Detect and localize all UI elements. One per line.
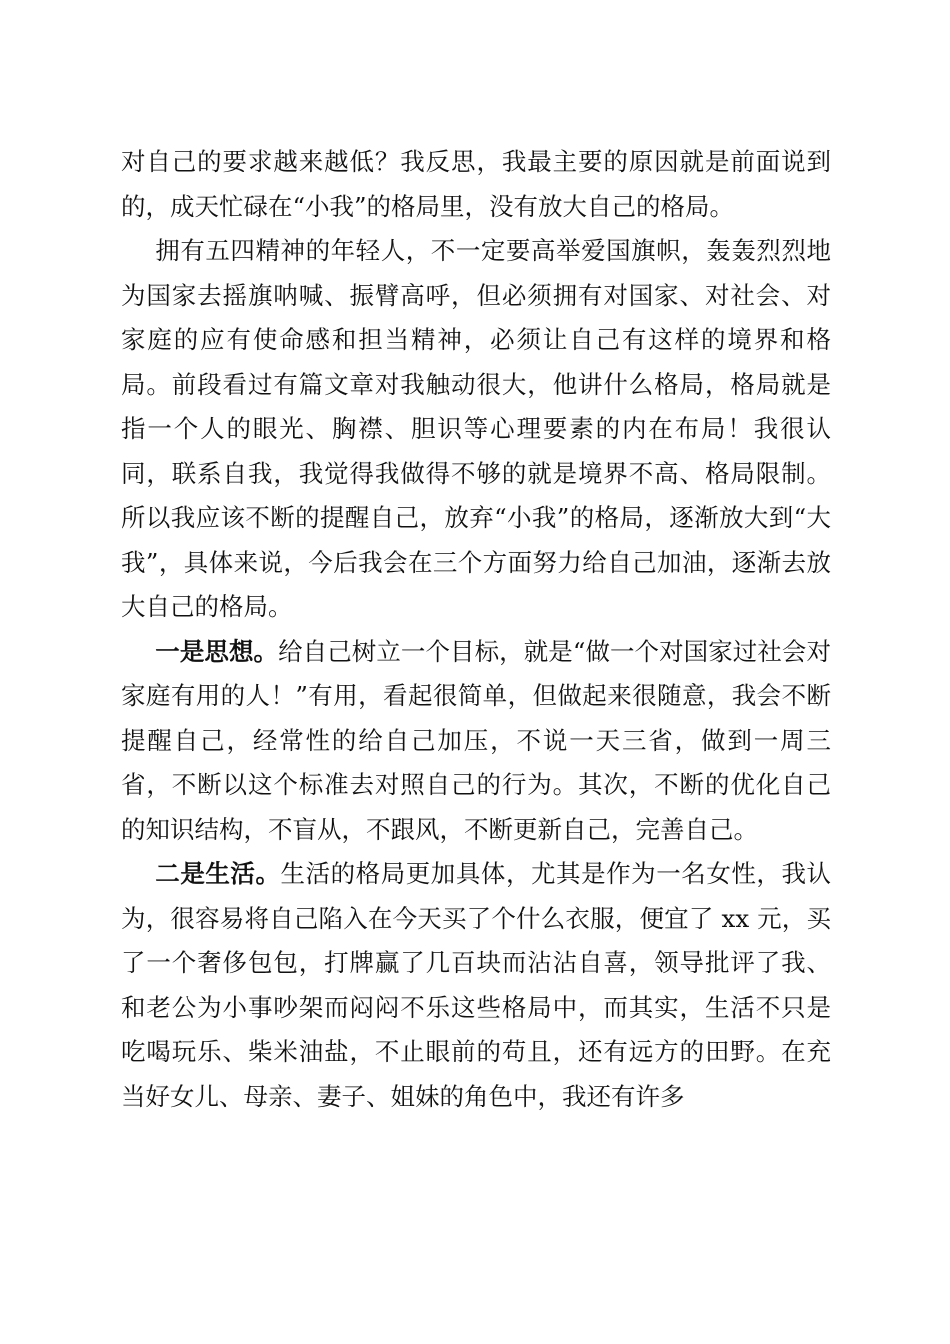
paragraph-1 bbox=[121, 140, 831, 229]
paragraph-3 bbox=[121, 630, 831, 853]
document-body bbox=[121, 140, 831, 1119]
paragraph-3-heading: 一是思想。 bbox=[155, 636, 279, 666]
paragraph-1-text: 对自己的要求越来越低？我反思，我最主要的原因就是前面说到的，成天忙碌在“小我”的格局里，没有放大自己的格局。 bbox=[121, 147, 831, 221]
paragraph-4-heading: 二是生活。 bbox=[155, 859, 281, 888]
paragraph-4-text: 生活的格局更加具体，尤其是作为一名女性，我认为，很容易将自己陷入在今天买了个什么衣服，便宜了 xx 元，买了一个奢侈包包，打牌赢了几百块而沾沾自喜，领导批评了我、和老公为小事吵架而闷闷不乐这些格局中，而其实，生活不只是吃喝玩乐、柴米油盐，不止眼前的苟且，还有远方的田野。在充当好女儿、母亲、妻子、姐妹的角色中，我还有许多 bbox=[121, 859, 832, 1111]
paragraph-4 bbox=[121, 852, 831, 1119]
paragraph-2 bbox=[121, 229, 831, 630]
paragraph-3-text: 给自己树立一个目标，就是“做一个对国家过社会对家庭有用的人！”有用，看起很简单，但做起来很随意，我会不断提醒自己，经常性的给自己加压，不说一天三省，做到一周三省，不断以这个标准去对照自己的行为。其次，不断的优化自己的知识结构，不盲从，不跟风，不断更新自己，完善自己。 bbox=[121, 636, 831, 844]
paragraph-2-text: 拥有五四精神的年轻人，不一定要高举爱国旗帜，轰轰烈烈地为国家去摇旗呐喊、振臂高呼，但必须拥有对国家、对社会、对家庭的应有使命感和担当精神，必须让自己有这样的境界和格局。前段看过有篇文章对我触动很大，他讲什么格局，格局就是指一个人的眼光、胸襟、胆识等心理要素的内在布局！我很认同，联系自我，我觉得我做得不够的就是境界不高、格局限制。所以我应该不断的提醒自己，放弃“小我”的格局，逐渐放大到“大我”，具体来说，今后我会在三个方面努力给自己加油，逐渐去放大自己的格局。 bbox=[121, 236, 831, 621]
